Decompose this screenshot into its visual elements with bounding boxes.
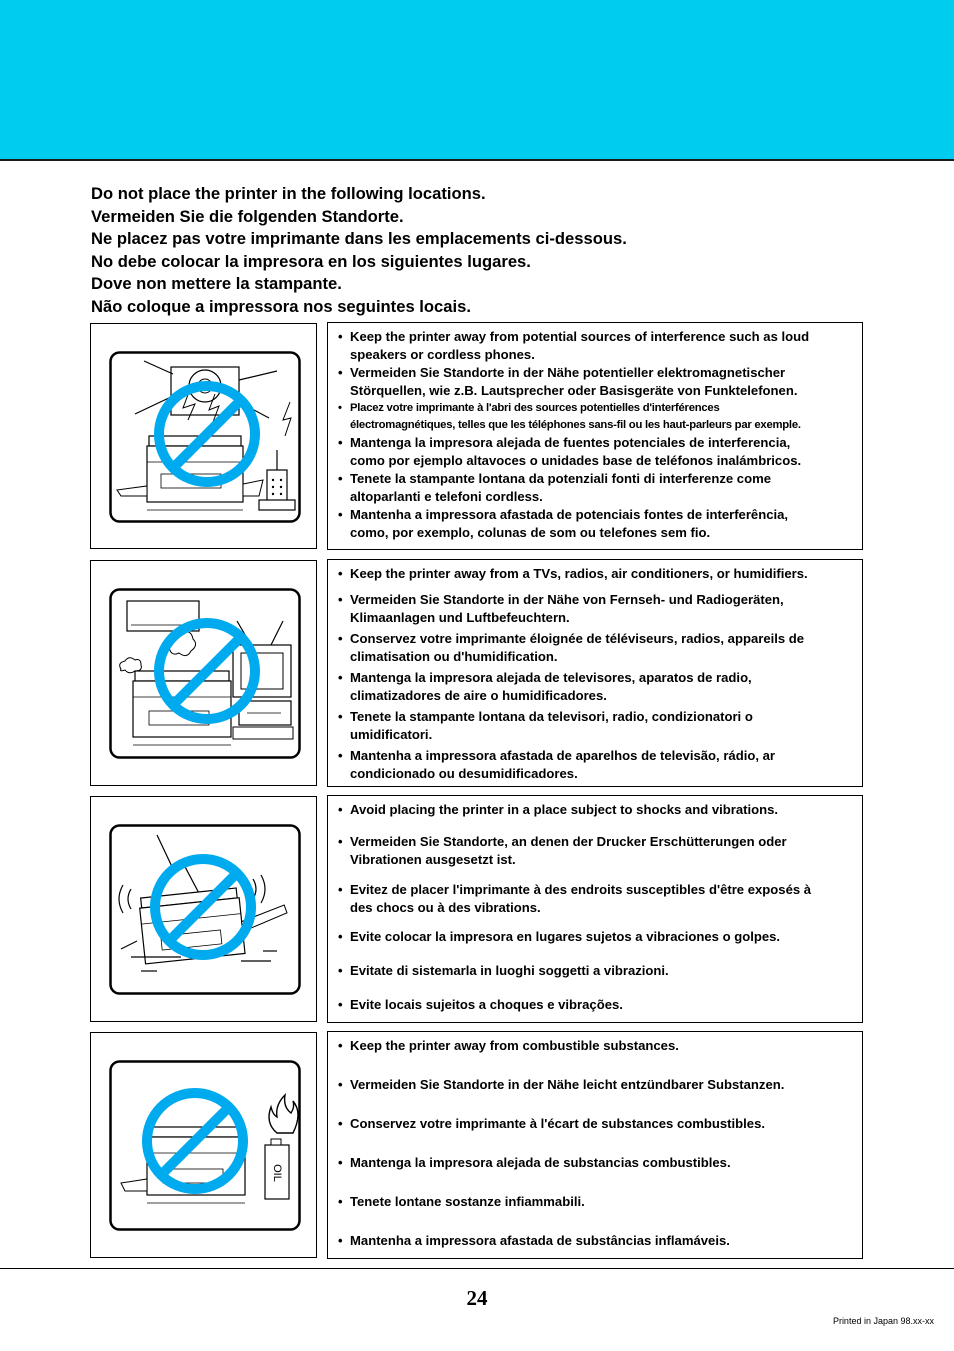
panel-combustibles-text bbox=[327, 1031, 863, 1259]
list-item: • Evitez de placer l'imprimante à des endroits susceptibles d'être exposés à des chocs ou à des vibrations. bbox=[338, 881, 856, 917]
list-item: • Mantenha a impressora afastada de aparelhos de televisão, rádio, ar condicionado ou desumidificadores. bbox=[338, 747, 856, 783]
header-banner bbox=[0, 0, 954, 159]
heading-pt: Não coloque a impressora nos seguintes locais. bbox=[91, 296, 471, 316]
oil-can-label: OIL bbox=[271, 1164, 284, 1182]
list-item: • Vermeiden Sie Standorte, an denen der Drucker Erschütterungen oder Vibrationen ausgesetzt ist. bbox=[338, 833, 856, 869]
heading-it: Dove non mettere la stampante. bbox=[91, 274, 342, 294]
page-number: 24 bbox=[466, 1286, 488, 1310]
list-item: • Keep the printer away from potential sources of interference such as loud speakers or cordless phones. bbox=[338, 328, 856, 364]
illustration-combustibles bbox=[90, 1032, 317, 1258]
panel-interference-text bbox=[327, 322, 863, 550]
list-item: • Mantenga la impresora alejada de televisores, aparatos de radio, climatizadores de aire o humidificadores. bbox=[338, 669, 856, 705]
list-item: • Conservez votre imprimante éloignée de téléviseurs, radios, appareils de climatisation ou d'humidification. bbox=[338, 630, 856, 666]
heading-de: Vermeiden Sie die folgenden Standorte. bbox=[91, 206, 404, 226]
list-item: • Mantenga la impresora alejada de fuentes potenciales de interferencia, como por ejemplo altavoces o unidades base de teléfonos inalámbricos. bbox=[338, 434, 856, 470]
list-item: • Conservez votre imprimante à l'écart de substances combustibles. bbox=[338, 1115, 856, 1133]
illustration-interference bbox=[90, 323, 317, 549]
printer-oil-fire-illustration bbox=[91, 1033, 317, 1258]
list-item: • Mantenga la impresora alejada de substancias combustibles. bbox=[338, 1154, 856, 1172]
illustration-appliances bbox=[90, 560, 317, 786]
panel-vibrations-text bbox=[327, 795, 863, 1023]
list-item: • Vermeiden Sie Standorte in der Nähe potentieller elektromagnetischer Störquellen, wie z.B. Lautsprecher oder Basisgeräte von Funktelefonen. bbox=[338, 364, 856, 400]
list-item: • Vermeiden Sie Standorte in der Nähe von Fernseh- und Radiogeräten, Klimaanlagen und Luftbefeuchtern. bbox=[338, 591, 856, 627]
list-item: • Mantenha a impressora afastada de potenciais fontes de interferência, como, por exemplo, colunas de som ou telefones sem fio. bbox=[338, 506, 856, 542]
illustration-vibrations bbox=[90, 796, 317, 1022]
list-item: • Evite locais sujeitos a choques e vibrações. bbox=[338, 996, 856, 1014]
list-item: • Vermeiden Sie Standorte in der Nähe leicht entzündbarer Substanzen. bbox=[338, 1076, 856, 1094]
printer-tv-aircon-illustration bbox=[91, 561, 317, 786]
list-item: • Evitate di sistemarla in luoghi soggetti a vibrazioni. bbox=[338, 962, 856, 980]
list-item: • Evite colocar la impresora en lugares sujetos a vibraciones o golpes. bbox=[338, 928, 856, 946]
print-imprint: Printed in Japan 98.xx-xx bbox=[832, 1316, 934, 1326]
panel-appliances-text bbox=[327, 559, 863, 787]
heading-fr: Ne placez pas votre imprimante dans les emplacements ci-dessous. bbox=[91, 229, 627, 249]
list-item: • Avoid placing the printer in a place subject to shocks and vibrations. bbox=[338, 801, 856, 819]
list-item: • Keep the printer away from combustible substances. bbox=[338, 1037, 856, 1055]
list-item: • Tenete lontane sostanze infiammabili. bbox=[338, 1193, 856, 1211]
headings bbox=[91, 183, 891, 319]
list-item: • Placez votre imprimante à l'abri des sources potentielles d'interférences électromagnétiques, telles que les téléphones sans-fil ou les haut-parleurs par exemple. bbox=[338, 400, 856, 434]
heading-es: No debe colocar la impresora en los siguientes lugares. bbox=[91, 251, 531, 271]
printer-speaker-phone-illustration bbox=[91, 324, 317, 549]
list-item: • Tenete la stampante lontana da potenziali fonti di interferenze come altoparlanti e telefoni cordless. bbox=[338, 470, 856, 506]
header-rule bbox=[0, 159, 954, 161]
list-item: • Mantenha a impressora afastada de substâncias inflamáveis. bbox=[338, 1232, 856, 1250]
list-item: • Tenete la stampante lontana da televisori, radio, condizionatori o umidificatori. bbox=[338, 708, 856, 744]
printer-shocks-illustration bbox=[91, 797, 317, 1022]
list-item: • Keep the printer away from a TVs, radios, air conditioners, or humidifiers. bbox=[338, 565, 856, 583]
footer-rule bbox=[0, 1268, 954, 1269]
heading-en: Do not place the printer in the following locations. bbox=[91, 184, 486, 203]
